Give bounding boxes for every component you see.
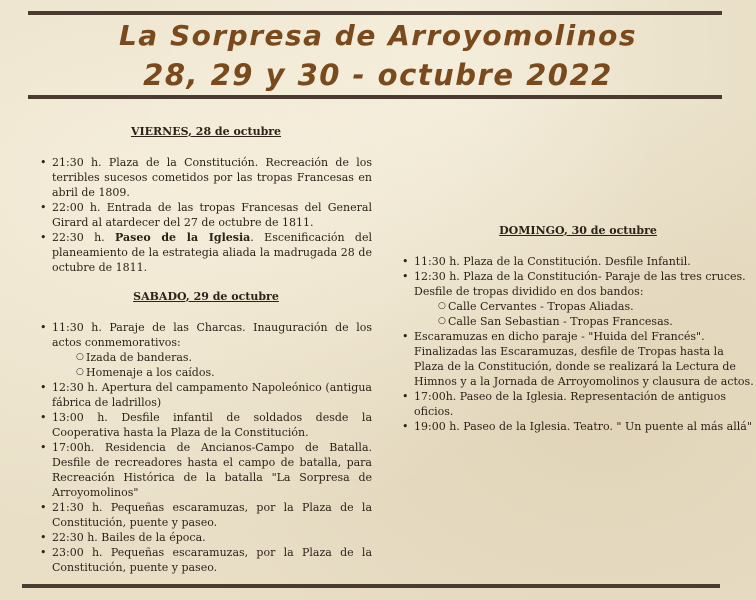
event-text: Entrada de las tropas Francesas del General Girard al atardecer del 27 de octubre de 1811.	[52, 201, 372, 229]
bullet-icon: •	[40, 441, 47, 454]
bullet-icon: •	[40, 381, 47, 394]
event-time: 22:00 h.	[52, 201, 101, 214]
event-time: 11:30 h.	[414, 255, 460, 268]
event-text: Bailes de la época.	[101, 531, 206, 544]
list-item	[40, 440, 372, 500]
bullet-icon: •	[402, 390, 409, 403]
bullet-icon: •	[40, 411, 47, 424]
left-column	[40, 124, 372, 589]
circle-bullet-icon: ○	[438, 301, 446, 311]
sub-list	[52, 350, 372, 380]
sub-list-item: ○ Calle San Sebastian - Tropas Francesas.	[438, 315, 673, 328]
day-heading-sunday: DOMINGO, 30 de octubre	[499, 224, 657, 237]
day-heading-saturday: SABADO, 29 de octubre	[133, 290, 279, 303]
circle-bullet-icon: ○	[438, 316, 446, 326]
list-item	[40, 500, 372, 530]
event-text: Plaza de la Constitución. Recreación de los terribles sucesos cometidos por las tropas Francesas en abril de 1809.	[52, 156, 373, 199]
day-heading-friday: VIERNES, 28 de octubre	[130, 125, 282, 138]
list-item	[40, 155, 372, 200]
saturday-events	[40, 320, 372, 575]
friday-events	[40, 155, 372, 275]
list-item	[40, 200, 372, 230]
list-item	[40, 380, 372, 410]
event-time: 17:00h.	[52, 441, 95, 454]
event-time: 22:30 h.	[52, 231, 105, 244]
top-divider	[28, 11, 722, 15]
bullet-icon: •	[402, 255, 409, 268]
list-item	[402, 254, 754, 269]
list-item	[40, 530, 372, 545]
bullet-icon: •	[40, 321, 47, 334]
event-time: 21:30 h.	[52, 501, 103, 514]
event-time: 13:00 h.	[52, 411, 108, 424]
event-text: Plaza de la Constitución- Paraje de las tres cruces. Desfile de tropas dividido en dos bandos:	[414, 270, 746, 298]
header-divider	[28, 95, 722, 99]
event-text: Paseo de la Iglesia. Representación de antiguos oficios.	[414, 390, 726, 418]
bullet-icon: •	[40, 546, 47, 559]
list-item	[40, 320, 372, 380]
event-text: Pequeñas escaramuzas, por la Plaza de la Constitución, puente y paseo.	[52, 501, 372, 529]
list-item	[402, 329, 754, 389]
event-dates: 28, 29 y 30 - octubre 2022	[143, 58, 613, 92]
list-item	[402, 269, 754, 329]
event-text: Residencia de Ancianos-Campo de Batalla. Desfile de recreadores hasta el campo de batalla, para Recreación Histórica de la batalla "La Sorpresa de Arroyomolinos"	[52, 441, 372, 499]
list-item	[402, 389, 754, 419]
right-column	[402, 223, 754, 448]
footer-divider	[22, 584, 720, 588]
event-time: 12:30 h.	[52, 381, 98, 394]
event-text: Desfile infantil de soldados desde la Cooperativa hasta la Plaza de la Constitución.	[52, 411, 373, 439]
event-time: 17:00h.	[414, 390, 457, 403]
event-time: 11:30 h.	[52, 321, 102, 334]
bullet-icon: •	[402, 270, 409, 283]
sub-list-item: ○ Homenaje a los caídos.	[76, 366, 215, 379]
circle-bullet-icon: ○	[76, 352, 84, 362]
event-time: 23:00 h.	[52, 546, 103, 559]
sub-list-item: ○ Izada de banderas.	[76, 351, 193, 364]
event-text: Pequeñas escaramuzas, por la Plaza de la Constitución, puente y paseo.	[52, 546, 372, 574]
circle-bullet-icon: ○	[76, 367, 84, 377]
event-place: Paseo de la Iglesia	[115, 231, 251, 244]
event-text: Escaramuzas en dicho paraje - "Huida del Francés". Finalizadas las Escaramuzas, desfile de Tropas hasta la Plaza de la Constitución, donde se realizará la Lectura de Himnos y a la Jornada de Arroyomolinos y clausura de actos.	[414, 330, 754, 388]
page-title: La Sorpresa de Arroyomolinos	[118, 19, 638, 52]
bullet-icon: •	[402, 420, 409, 433]
sunday-events	[402, 254, 754, 434]
bullet-icon: •	[402, 330, 409, 343]
bullet-icon: •	[40, 531, 47, 544]
event-text: . Escenificación del planeamiento de la estrategia aliada la madrugada 28 de octubre de 1811.	[52, 231, 372, 274]
sub-list-item: ○ Calle Cervantes - Tropas Aliadas.	[438, 300, 634, 313]
bullet-icon: •	[40, 231, 47, 244]
bullet-icon: •	[40, 156, 47, 169]
bullet-icon: •	[40, 501, 47, 514]
event-text: Paraje de las Charcas. Inauguración de los actos conmemorativos:	[52, 321, 373, 349]
list-item	[40, 545, 372, 575]
sub-list	[414, 299, 754, 329]
bullet-icon: •	[40, 201, 47, 214]
event-time: 21:30 h.	[52, 156, 102, 169]
event-time: 19:00 h.	[414, 420, 460, 433]
list-item	[40, 230, 372, 275]
event-text: Apertura del campamento Napoleónico (antigua fábrica de ladrillos)	[52, 381, 372, 409]
event-text: Paseo de la Iglesia. Teatro. " Un puente al más allá"	[463, 420, 752, 433]
event-text: Plaza de la Constitución. Desfile Infantil.	[463, 255, 691, 268]
list-item	[40, 410, 372, 440]
event-time: 22:30 h.	[52, 531, 98, 544]
event-time: 12:30 h.	[414, 270, 460, 283]
list-item	[402, 419, 754, 434]
